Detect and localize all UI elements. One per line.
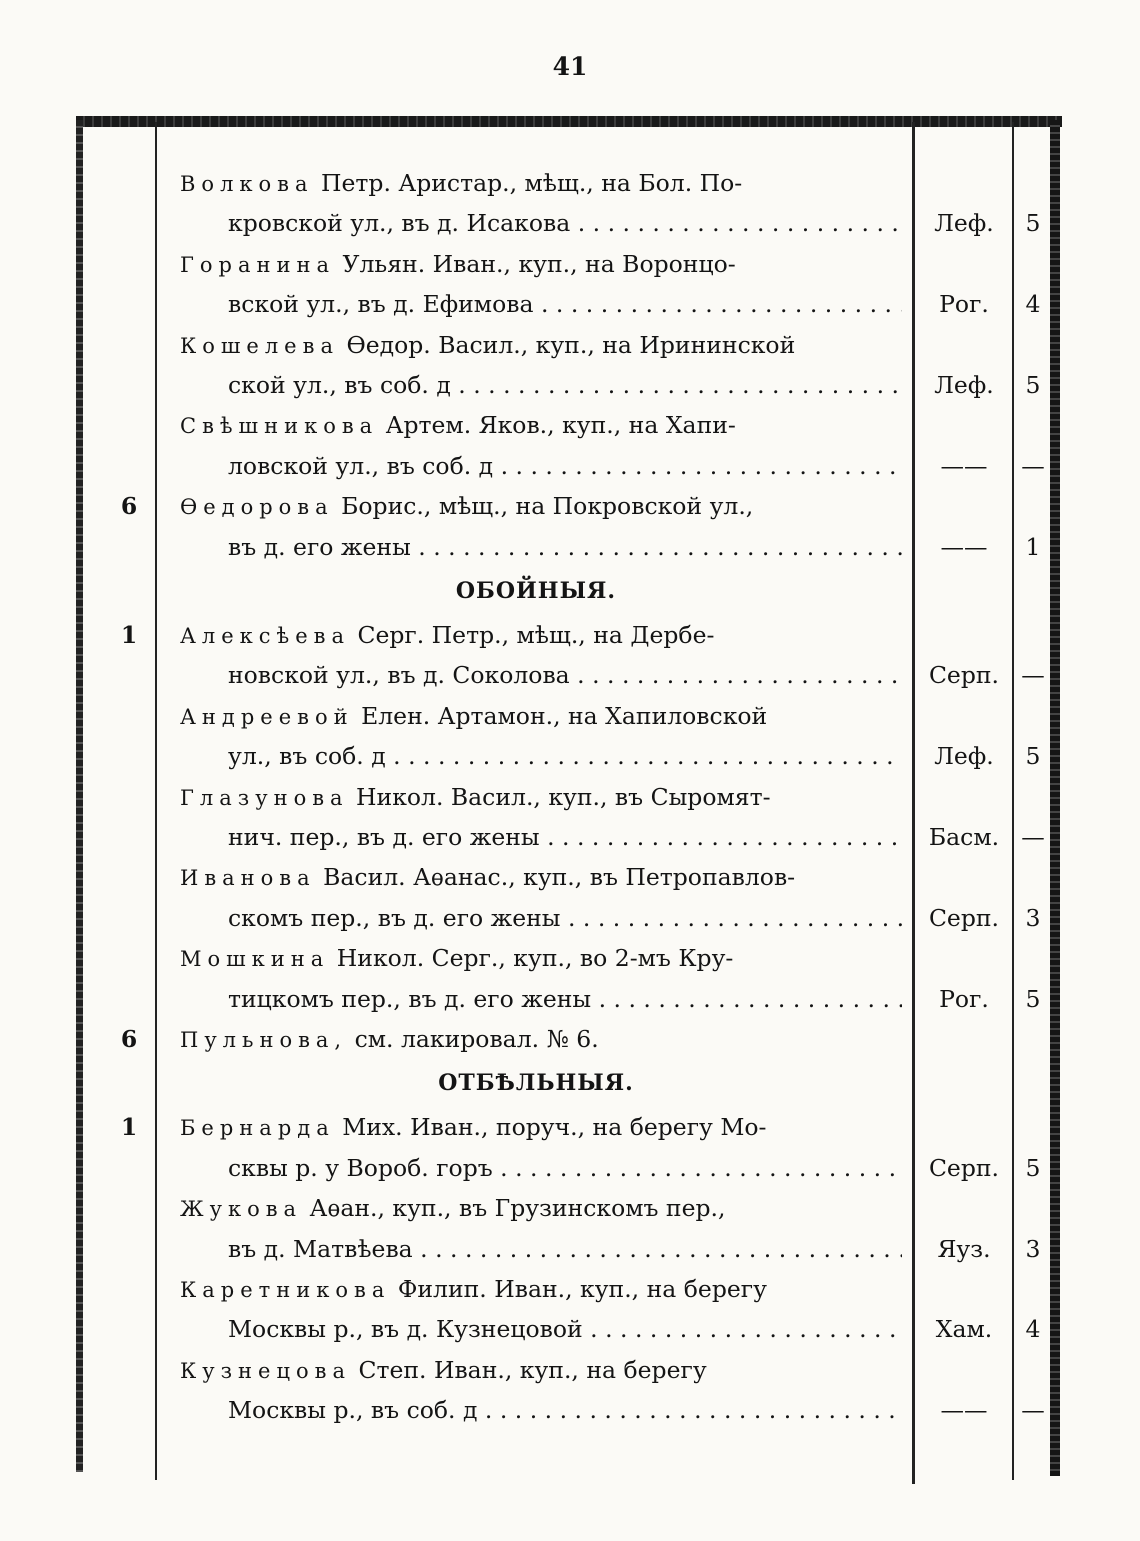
entry-surname: Жукова (180, 1197, 303, 1222)
entry-text (180, 1019, 902, 1060)
entry-text (180, 325, 902, 366)
entry-address: Москвы р., въ соб. д . . . (228, 1390, 902, 1430)
entry-district: Серп. (928, 903, 1000, 932)
entry-text (180, 777, 902, 818)
section-heading: ОБОЙНЫЯ. (455, 578, 617, 604)
entry-surname: Алексѣева (180, 624, 350, 648)
entry-text (180, 1269, 902, 1310)
entry-details: Петр. Аристар., мѣщ., на Бол. По- (321, 169, 743, 197)
entry-details: Борис., мѣщ., на Покровской ул., (341, 492, 754, 521)
entry-line (0, 1229, 1140, 1269)
entry-details: Васил. Аѳанас., куп., въ Петропавлов- (323, 863, 796, 892)
entry-line (0, 1148, 1140, 1188)
page-number: 41 (552, 52, 588, 81)
entry-address: новской ул., въ д. Соколова . . . (228, 655, 902, 695)
entry-line (0, 163, 1140, 203)
entry-text (180, 405, 902, 446)
entry-line (0, 777, 1140, 817)
entry-line (0, 979, 1140, 1019)
entry-quarter: 1 (1025, 532, 1041, 561)
entry-line (0, 938, 1140, 978)
entry-surname: Кошелева (180, 333, 339, 358)
entry-text (180, 615, 902, 656)
entry-district: —— (940, 532, 988, 561)
entry-address: въ д. его жены . . . (228, 527, 902, 567)
entry-text (180, 1188, 902, 1229)
entry-quarter: 3 (1025, 1234, 1041, 1263)
entry-quarter: — (1021, 1396, 1045, 1425)
entry-count: 6 (120, 1025, 138, 1053)
entry-surname: Андреевой (180, 704, 354, 729)
entry-details: Елен. Артамон., на Хапиловской (361, 701, 768, 730)
entry-quarter: 4 (1025, 1315, 1041, 1344)
entry-address: нич. пер., въ д. его жены . . . (228, 817, 902, 857)
entry-surname: Каретникова (180, 1278, 391, 1302)
entry-surname: Горанина (180, 252, 336, 277)
entry-line (0, 365, 1140, 405)
entry-line (0, 1309, 1140, 1349)
entry-text (180, 1350, 902, 1391)
entry-line (0, 857, 1140, 897)
entry-district: Яуз. (937, 1234, 991, 1263)
entry-text (180, 696, 902, 737)
entry-surname: Глазунова (180, 785, 349, 810)
entry-line (0, 244, 1140, 284)
entry-details: Никол. Серг., куп., во 2-мъ Кру- (336, 944, 734, 973)
entry-count: 6 (120, 492, 138, 521)
entry-district: Леф. (934, 209, 994, 238)
entry-details: Филип. Иван., куп., на берегу (397, 1275, 767, 1303)
entry-district: Леф. (934, 742, 994, 771)
entry-district: Хам. (935, 1315, 993, 1344)
entry-district: Серп. (928, 661, 1000, 690)
entry-quarter: — (1021, 661, 1045, 690)
entry-details: Ѳедор. Васил., куп., на Ирининской (346, 330, 796, 359)
entry-quarter: 5 (1025, 371, 1041, 399)
entry-line (0, 817, 1140, 857)
entry-line (0, 1390, 1140, 1430)
entry-surname: Пульнова, (180, 1028, 348, 1052)
entry-quarter: 5 (1025, 742, 1041, 771)
entry-line (0, 1269, 1140, 1309)
entry-details: Мих. Иван., поруч., на берегу Мо- (342, 1113, 767, 1142)
entry-address: ской ул., въ соб. д . . . (228, 365, 902, 405)
entry-address: Москвы р., въ д. Кузнецовой . . . (228, 1309, 902, 1349)
entry-district: Рог. (939, 290, 989, 319)
entry-quarter: 3 (1025, 903, 1041, 932)
entry-count: 1 (120, 1113, 138, 1142)
entry-quarter: 5 (1025, 984, 1041, 1013)
entry-district: —— (940, 1396, 988, 1425)
entry-line (0, 446, 1140, 486)
entry-line (0, 203, 1140, 243)
entry-surname: Волкова (180, 172, 314, 196)
entry-surname: Кузнецова (180, 1358, 351, 1383)
section-heading: ОТБѢЛЬНЫЯ. (438, 1070, 634, 1097)
entry-line (0, 1188, 1140, 1228)
entry-line (0, 1107, 1140, 1147)
entry-surname: Бернарда (180, 1116, 335, 1141)
entry-text (180, 1107, 902, 1148)
entry-line (0, 284, 1140, 324)
entry-line (0, 486, 1140, 526)
entry-line (0, 405, 1140, 445)
entry-surname: Иванова (180, 866, 316, 891)
entry-line (0, 898, 1140, 938)
entry-address: вской ул., въ д. Ефимова . . . (228, 284, 902, 324)
entry-address: въ д. Матвѣева . . . (228, 1229, 902, 1269)
entry-details: Артем. Яков., куп., на Хапи- (385, 411, 736, 440)
entry-surname: Мошкина (180, 947, 330, 972)
entry-text (180, 486, 902, 527)
entry-details: Степ. Иван., куп., на берегу (358, 1355, 707, 1384)
entry-address: ловской ул., въ соб. д . . . (228, 446, 902, 486)
entry-surname: Ѳедорова (180, 495, 334, 520)
entry-district: Леф. (934, 371, 994, 399)
entry-text (180, 857, 902, 898)
entry-line (0, 736, 1140, 776)
entry-text (180, 938, 902, 979)
entry-text (180, 244, 902, 285)
entry-surname: Свѣшникова (180, 414, 379, 439)
entry-line (0, 615, 1140, 655)
entry-details: см. лакировал. № 6. (354, 1025, 599, 1053)
entry-quarter: 5 (1025, 1153, 1041, 1182)
entry-district: Рог. (939, 984, 989, 1013)
entry-quarter: — (1021, 451, 1045, 480)
entry-address: ул., въ соб. д . . . (228, 736, 902, 776)
entry-details: Аѳан., куп., въ Грузинскомъ пер., (309, 1194, 726, 1223)
entry-count: 1 (120, 621, 138, 649)
entry-quarter: — (1021, 823, 1045, 851)
entry-address: скомъ пер., въ д. его жены . . . (228, 898, 902, 938)
entry-address: кровской ул., въ д. Исакова . . . (228, 203, 902, 243)
entry-line (0, 696, 1140, 736)
entry-address: сквы р. у Вороб. горъ . . . (228, 1148, 902, 1188)
entry-text (180, 163, 902, 204)
entry-quarter: 5 (1025, 209, 1041, 238)
entry-details: Серг. Петр., мѣщ., на Дербе- (357, 621, 715, 649)
entry-line (0, 655, 1140, 695)
entry-quarter: 4 (1025, 290, 1041, 319)
entry-details: Ульян. Иван., куп., на Воронцо- (342, 249, 736, 278)
entry-line (0, 325, 1140, 365)
entry-district: —— (940, 451, 988, 480)
entry-address: тицкомъ пер., въ д. его жены . . . (228, 979, 902, 1019)
entry-line (0, 527, 1140, 567)
entry-line (0, 1019, 1140, 1059)
entry-line (0, 1350, 1140, 1390)
entry-district: Басм. (928, 823, 1000, 851)
entry-district: Серп. (928, 1153, 1000, 1182)
entry-details: Никол. Васил., куп., въ Сыромят- (356, 782, 771, 811)
